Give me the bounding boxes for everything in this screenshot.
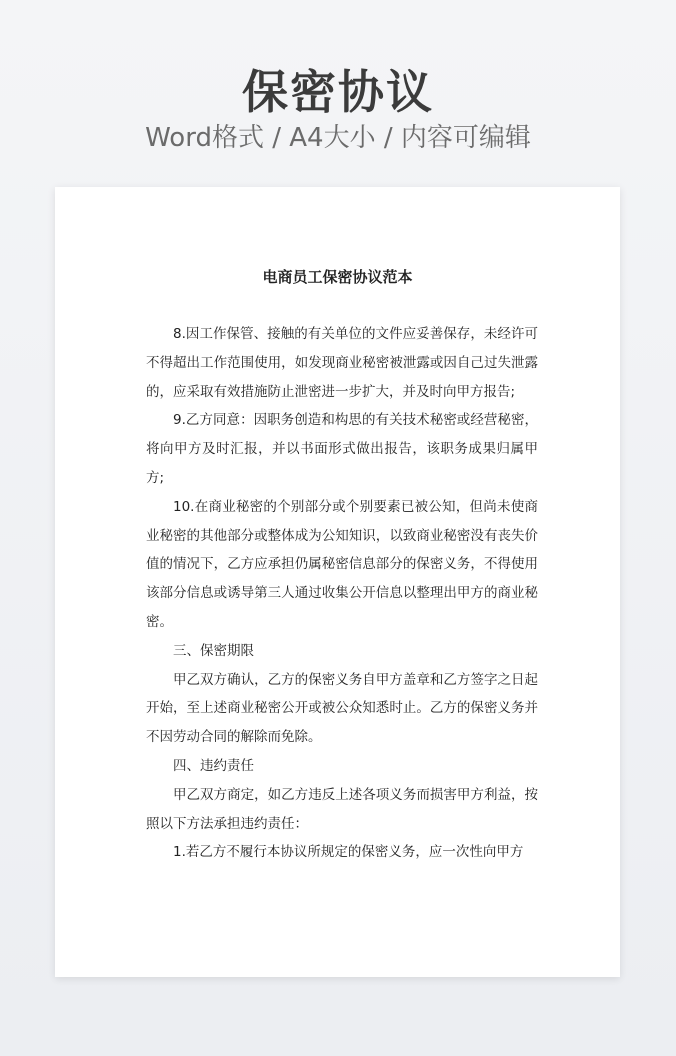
clause-8: 8.因工作保管、接触的有关单位的文件应妥善保存，未经许可不得超出工作范围使用，如发现商业秘密被泄露或因自己过失泄露的，应采取有效措施防止泄密进一步扩大，并及时向甲方报告; (146, 326, 538, 400)
page-subtitle: Word格式 / A4大小 / 内容可编辑 (145, 123, 531, 153)
document-title: 电商员工保密协议范本 (262, 268, 413, 286)
section-heading-confidentiality-period: 三、保密期限 (173, 642, 254, 659)
liability-clause-1: 1.若乙方不履行本协议所规定的保密义务，应一次性向甲方 (173, 844, 524, 861)
clause-9: 9.乙方同意：因职务创造和构思的有关技术秘密或经营秘密，将向甲方及时汇报，并以书面形式做出报告，该职务成果归属甲方; (146, 412, 538, 486)
section-heading-liability: 四、违约责任 (173, 757, 254, 774)
confidentiality-period-text: 甲乙双方确认，乙方的保密义务自甲方盖章和乙方签字之日起开始，至上述商业秘密公开或被公众知悉时止。乙方的保密义务并不因劳动合同的解除而免除。 (146, 671, 538, 746)
document-page (55, 187, 620, 977)
liability-intro-text: 甲乙双方商定，如乙方违反上述各项义务而损害甲方利益，按照以下方法承担违约责任： (146, 786, 538, 832)
document-body (146, 320, 538, 867)
page-title: 保密协议 (242, 65, 434, 119)
clause-10: 10.在商业秘密的个别部分或个别要素已被公知，但尚未使商业秘密的其他部分或整体成为公知知识，以致商业秘密没有丧失价值的情况下，乙方应承担仍属秘密信息部分的保密义务，不得使用该部分信息或诱导第三人通过收集公开信息以整理出甲方的商业秘密。 (146, 498, 538, 630)
